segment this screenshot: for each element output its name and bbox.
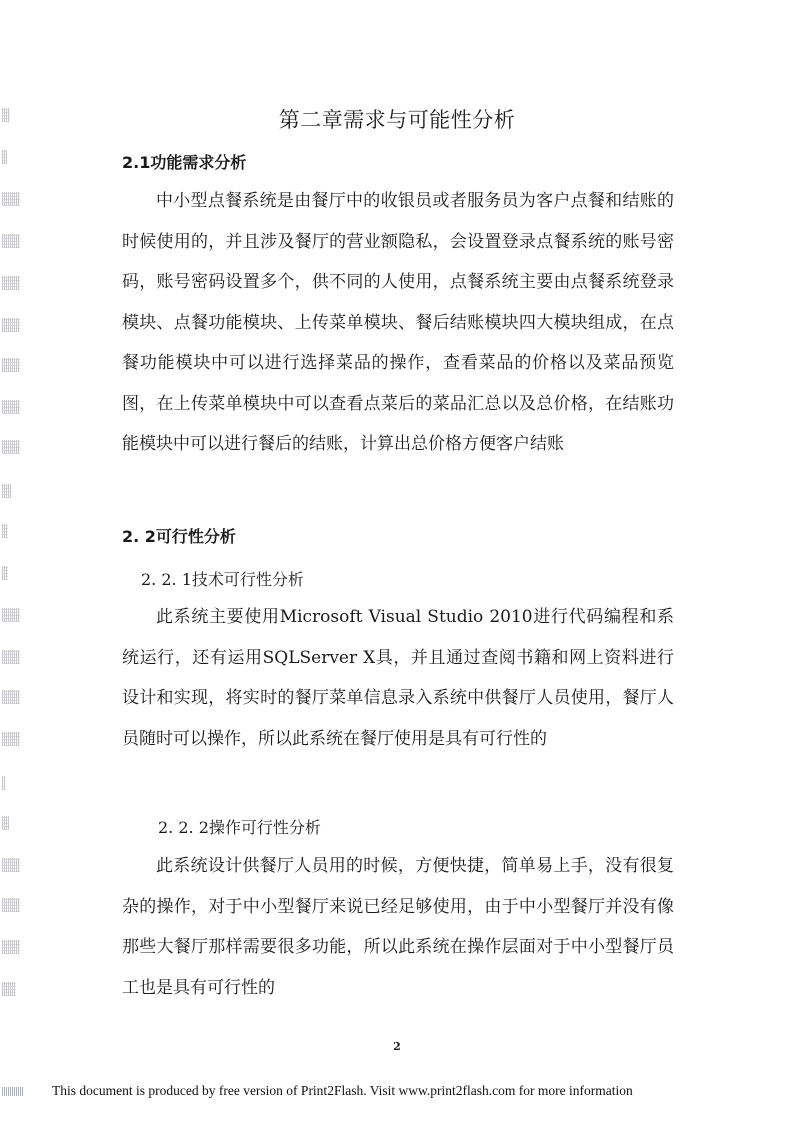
chapter-title: 第二章需求与可能性分析 <box>278 108 516 132</box>
margin-artifact <box>2 192 20 206</box>
margin-artifact <box>2 898 20 912</box>
margin-artifact <box>2 234 20 248</box>
margin-artifact <box>2 732 20 746</box>
margin-artifact <box>2 150 7 164</box>
margin-artifact <box>2 650 20 664</box>
margin-artifact <box>2 484 11 498</box>
print2flash-logo-icon <box>2 1087 24 1096</box>
margin-artifact <box>2 608 20 622</box>
margin-artifact <box>2 440 20 454</box>
margin-artifact <box>2 318 20 332</box>
section-heading-2-1: 2.1功能需求分析 <box>122 153 247 172</box>
footer-watermark-note: This document is produced by free version of Print2Flash. Visit www.print2flash.com for more information <box>52 1083 633 1098</box>
margin-artifact <box>2 524 8 538</box>
margin-artifact <box>2 816 9 830</box>
margin-artifact <box>2 858 20 872</box>
margin-scan-artifacts <box>2 100 26 1060</box>
subsection-heading-2-2-2: 2. 2. 2操作可行性分析 <box>158 818 321 837</box>
page-number: 2 <box>393 1040 401 1053</box>
margin-artifact <box>2 400 20 414</box>
subsection-heading-2-2-1: 2. 2. 1技术可行性分析 <box>141 570 304 589</box>
section-heading-2-2: 2. 2可行性分析 <box>122 527 236 546</box>
paragraph-operational-feasibility: 此系统设计供餐厅人员用的时候，方便快捷，简单易上手，没有很复杂的操作，对于中小型餐厅来说已经足够使用，由于中小型餐厅并没有像那些大餐厅那样需要很多功能，所以此系统在操作层面对于中小型餐厅员工也是具有可行性的 <box>122 856 674 998</box>
margin-artifact <box>2 690 20 704</box>
margin-artifact <box>2 776 5 790</box>
paragraph-technical-feasibility: 此系统主要使用Microsoft Visual Studio 2010进行代码编程和系统运行，还有运用SQLServer X具，并且通过查阅书籍和网上资料进行设计和实现，将实时的餐厅菜单信息录入系统中供餐厅人员使用，餐厅人员随时可以操作，所以此系统在餐厅使用是具有可行性的 <box>122 607 674 749</box>
margin-artifact <box>2 358 20 372</box>
margin-artifact <box>2 940 20 954</box>
margin-artifact <box>2 982 16 996</box>
margin-artifact <box>2 566 8 580</box>
margin-artifact <box>2 276 20 290</box>
paragraph-functional-requirements: 中小型点餐系统是由餐厅中的收银员或者服务员为客户点餐和结账的时候使用的，并且涉及餐厅的营业额隐私，会设置登录点餐系统的账号密码，账号密码设置多个，供不同的人使用，点餐系统主要由点餐系统登录模块、点餐功能模块、上传菜单模块、餐后结账模块四大模块组成，在点餐功能模块中可以进行选择菜品的操作，查看菜品的价格以及菜品预览图，在上传菜单模块中可以查看点菜后的菜品汇总以及总价格，在结账功能模块中可以进行餐后的结账，计算出总价格方便客户结账 <box>122 191 674 454</box>
